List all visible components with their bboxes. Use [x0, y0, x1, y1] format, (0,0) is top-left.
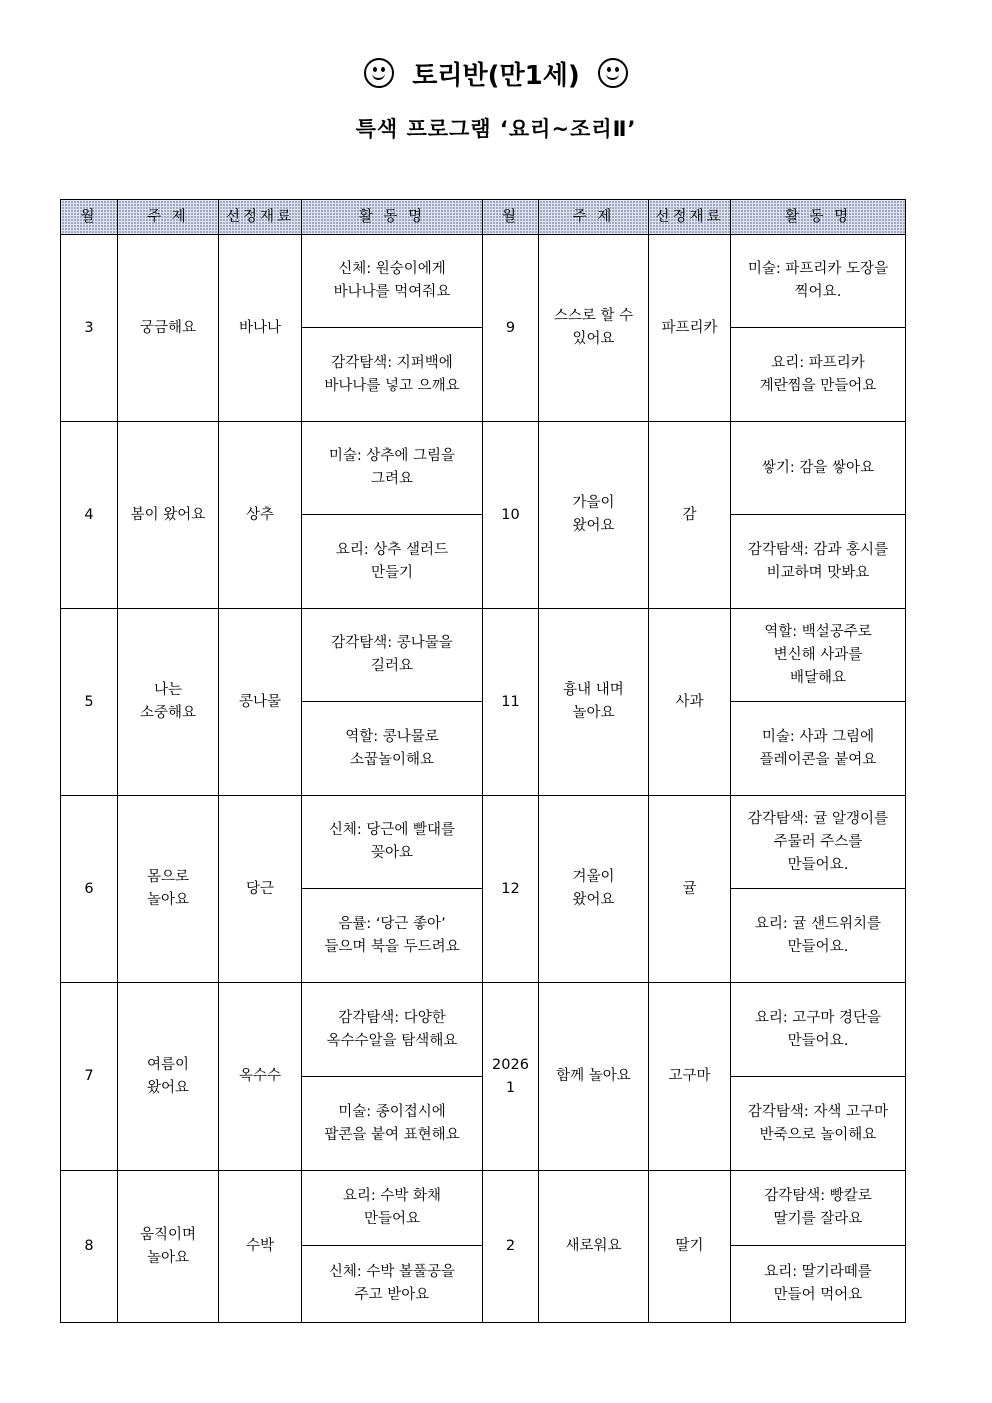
theme-cell: 새로워요	[539, 1171, 649, 1323]
month-cell: 10	[483, 422, 539, 609]
activity-cell: 요리: 수박 화채 만들어요	[302, 1171, 483, 1246]
theme-cell: 겨울이 왔어요	[539, 796, 649, 983]
program-table	[60, 199, 906, 1323]
material-cell: 파프리카	[649, 235, 731, 422]
activity-cell: 감각탐색: 콩나물을 길러요	[302, 609, 483, 702]
theme-cell: 가을이 왔어요	[539, 422, 649, 609]
page-subtitle: 특색 프로그램 ‘요리~조리Ⅱ’	[355, 117, 637, 141]
activity-cell: 요리: 딸기라떼를 만들어 먹어요	[731, 1246, 906, 1323]
month-cell: 12	[483, 796, 539, 983]
table-row	[61, 422, 906, 515]
material-cell: 고구마	[649, 983, 731, 1171]
theme-cell: 몸으로 놀아요	[118, 796, 219, 983]
activity-cell: 요리: 고구마 경단을 만들어요.	[731, 983, 906, 1077]
theme-cell: 봄이 왔어요	[118, 422, 219, 609]
activity-cell: 미술: 종이접시에 팝콘을 붙여 표현해요	[302, 1077, 483, 1171]
activity-cell: 역할: 콩나물로 소꿉놀이해요	[302, 702, 483, 796]
header-material: 선정재료	[219, 200, 302, 235]
material-cell: 옥수수	[219, 983, 302, 1171]
smiley-icon	[364, 58, 394, 88]
header-theme: 주 제	[118, 200, 219, 235]
table-row	[61, 609, 906, 702]
month-cell: 5	[61, 609, 118, 796]
month-cell: 7	[61, 983, 118, 1171]
header-month: 월	[61, 200, 118, 235]
activity-cell: 감각탐색: 자색 고구마 반죽으로 놀이해요	[731, 1077, 906, 1171]
activity-cell: 감각탐색: 다양한 옥수수알을 탐색해요	[302, 983, 483, 1077]
activity-cell: 음률: ‘당근 좋아’ 들으며 북을 두드려요	[302, 889, 483, 983]
activity-cell: 미술: 파프리카 도장을 찍어요.	[731, 235, 906, 328]
material-cell: 수박	[219, 1171, 302, 1323]
month-cell: 3	[61, 235, 118, 422]
material-cell: 상추	[219, 422, 302, 609]
header-material: 선정재료	[649, 200, 731, 235]
header-month: 월	[483, 200, 539, 235]
header-theme: 주 제	[539, 200, 649, 235]
theme-cell: 흉내 내며 놀아요	[539, 609, 649, 796]
material-cell: 바나나	[219, 235, 302, 422]
month-cell: 9	[483, 235, 539, 422]
table-row	[61, 796, 906, 889]
header-activity: 활 동 명	[731, 200, 906, 235]
table-row	[61, 235, 906, 328]
table-body	[61, 235, 906, 1323]
month-cell: 6	[61, 796, 118, 983]
material-cell: 감	[649, 422, 731, 609]
activity-cell: 미술: 사과 그림에 플레이콘을 붙여요	[731, 702, 906, 796]
month-cell: 2	[483, 1171, 539, 1323]
month-cell: 2026 1	[483, 983, 539, 1171]
material-cell: 사과	[649, 609, 731, 796]
activity-cell: 요리: 파프리카 계란찜을 만들어요	[731, 328, 906, 422]
month-cell: 8	[61, 1171, 118, 1323]
activity-cell: 감각탐색: 지퍼백에 바나나를 넣고 으깨요	[302, 328, 483, 422]
theme-cell: 함께 놀아요	[539, 983, 649, 1171]
table-row	[61, 1171, 906, 1246]
activity-cell: 감각탐색: 빵칼로 딸기를 잘라요	[731, 1171, 906, 1246]
material-cell: 귤	[649, 796, 731, 983]
material-cell: 당근	[219, 796, 302, 983]
smiley-icon	[598, 58, 628, 88]
activity-cell: 요리: 상추 샐러드 만들기	[302, 515, 483, 609]
activity-cell: 감각탐색: 귤 알갱이를 주물러 주스를 만들어요.	[731, 796, 906, 889]
month-cell: 4	[61, 422, 118, 609]
activity-cell: 신체: 수박 볼풀공을 주고 받아요	[302, 1246, 483, 1323]
activity-cell: 신체: 원숭이에게 바나나를 먹여줘요	[302, 235, 483, 328]
theme-cell: 움직이며 놀아요	[118, 1171, 219, 1323]
activity-cell: 역할: 백설공주로 변신해 사과를 배달해요	[731, 609, 906, 702]
theme-cell: 나는 소중해요	[118, 609, 219, 796]
theme-cell: 스스로 할 수 있어요	[539, 235, 649, 422]
activity-cell: 쌓기: 감을 쌓아요	[731, 422, 906, 515]
header-activity: 활 동 명	[302, 200, 483, 235]
month-cell: 11	[483, 609, 539, 796]
page-title	[0, 52, 992, 94]
activity-cell: 신체: 당근에 빨대를 꽂아요	[302, 796, 483, 889]
theme-cell: 궁금해요	[118, 235, 219, 422]
activity-cell: 미술: 상추에 그림을 그려요	[302, 422, 483, 515]
header-row	[61, 200, 906, 235]
title-text: 토리반(만1세)	[412, 60, 580, 91]
activity-cell: 감각탐색: 감과 홍시를 비교하며 맛봐요	[731, 515, 906, 609]
material-cell: 콩나물	[219, 609, 302, 796]
theme-cell: 여름이 왔어요	[118, 983, 219, 1171]
activity-cell: 요리: 귤 샌드위치를 만들어요.	[731, 889, 906, 983]
table-row	[61, 983, 906, 1077]
material-cell: 딸기	[649, 1171, 731, 1323]
